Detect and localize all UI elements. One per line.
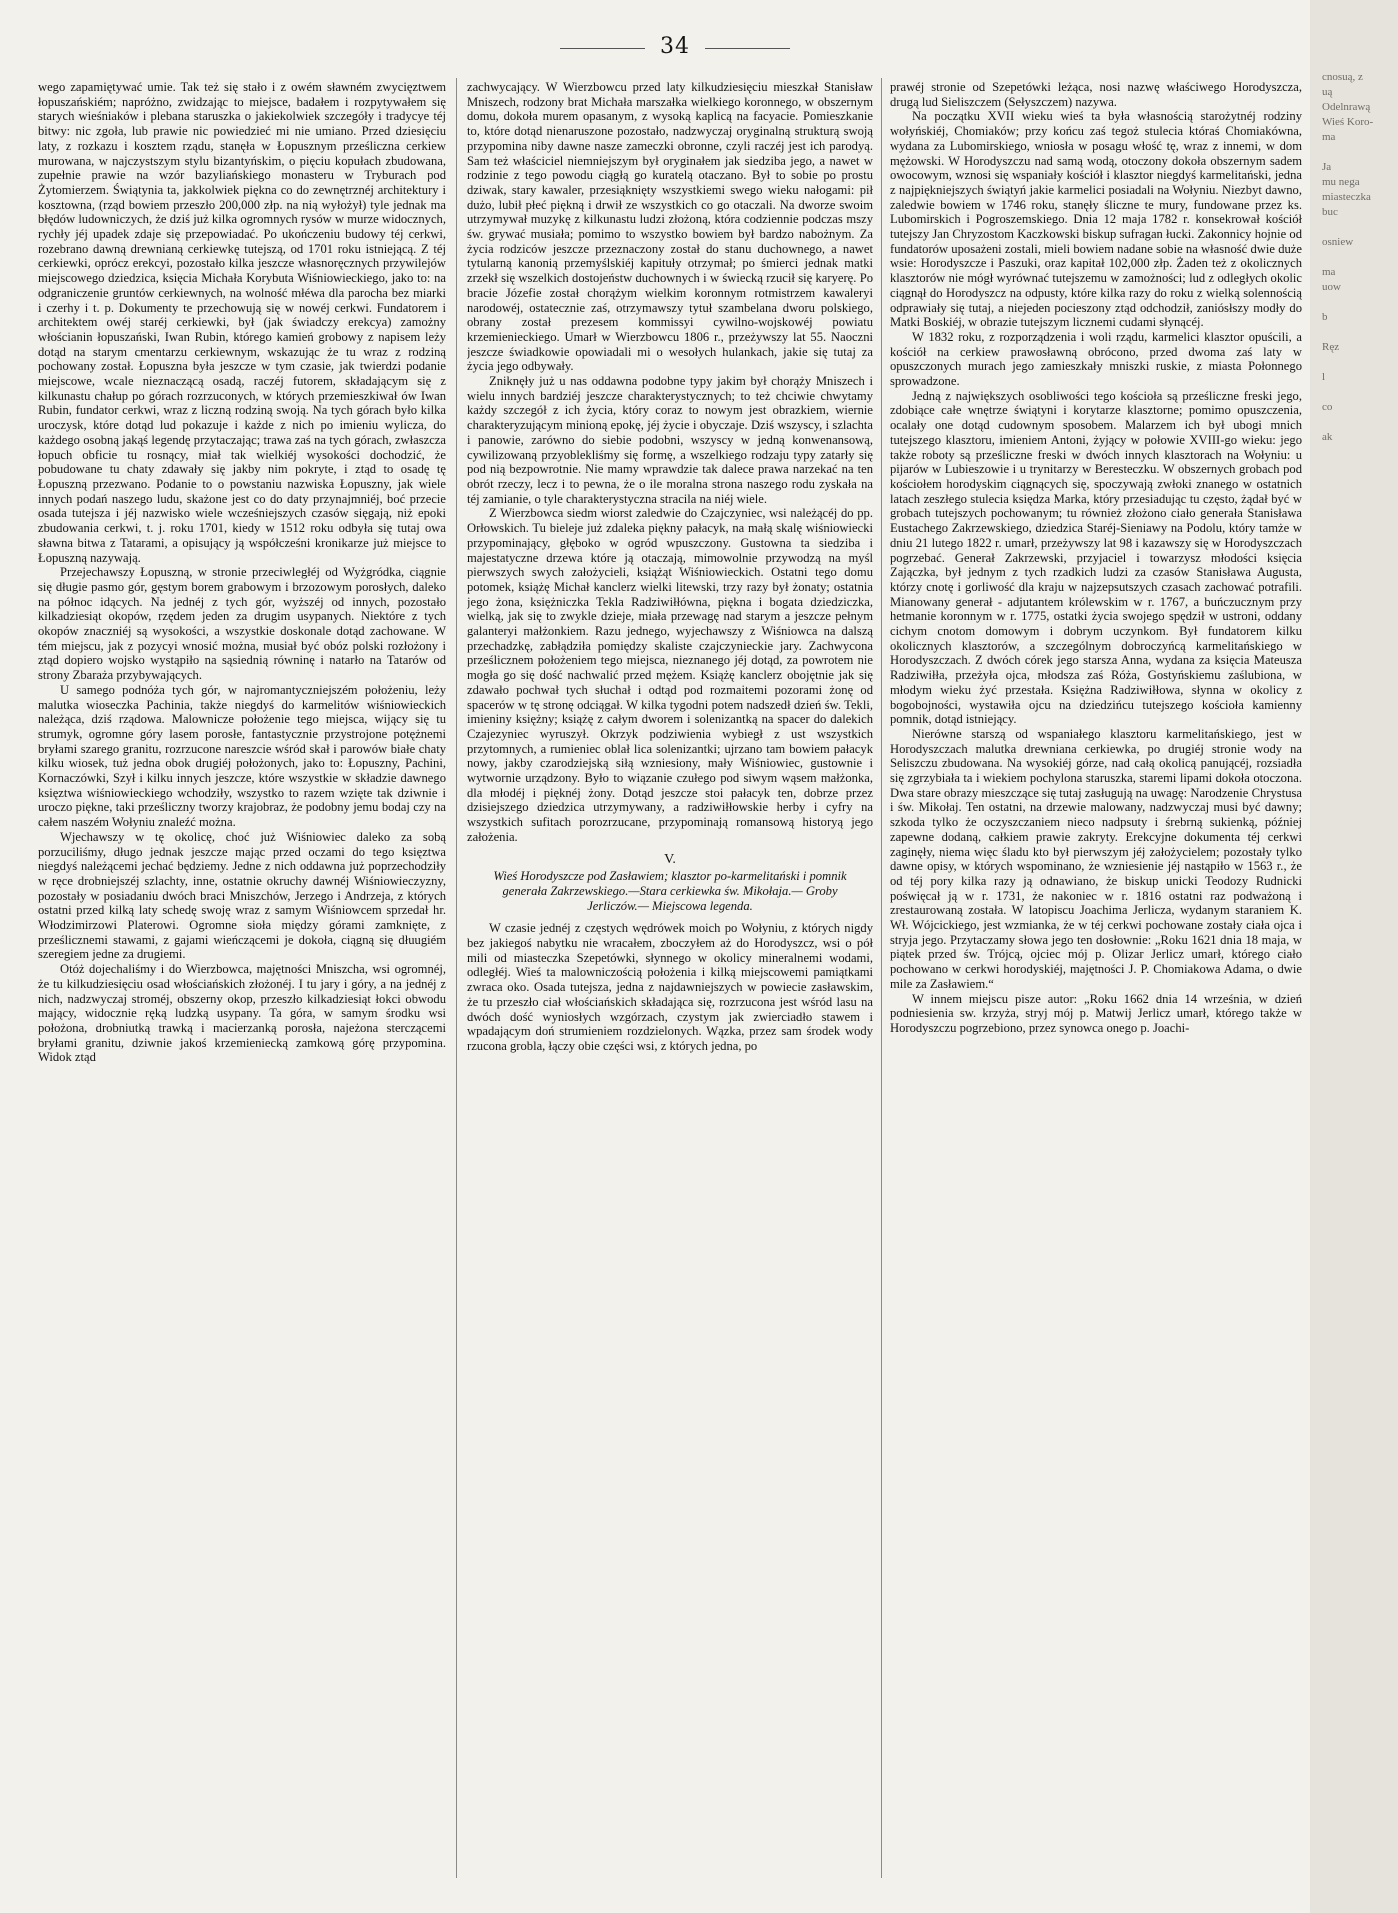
column-3: [890, 80, 1302, 1880]
page-header: [0, 28, 1398, 68]
paragraph: W 1832 roku, z rozporządzenia i woli rządu, karmelici klasztor opuścili, a kościół na cerkiew prawosławną obrócono, przed dwoma zaś laty w opuszczonych murach jego zamieszkały mniszki ruskie, z miasta Połonnego sprowadzone.: [890, 329, 1302, 389]
paragraph: W innem miejscu pisze autor: „Roku 1662 dnia 14 września, w dzień podniesienia sw. krzyża, stryj mój p. Matwij Jerlicz umarł, którego także w Horodyszczu pogrzebiono, przez synowca onego p. Joachi-: [890, 991, 1302, 1035]
column-divider-2: [881, 78, 882, 1878]
paragraph: Otóż dojechaliśmy i do Wierzbowca, majętności Mniszcha, wsi ogromnéj, że tu kilkudziesięciu osad włościańskich złożonéj. I tu jary i góry, a na jednéj z nich, nadzwyczaj stroméj, obszerny okop, przeszło kilkadziesiąt łokci obwodu mający, widocznie ręką ludzką usypany. Ta góra, w samym środku wsi położona, drobniutką trawką i macierzanką porosła, najeżona sterczącemi bryłami granitu, dziwnie jakoś krzemieniecką zamkową górę przypomina. Widok ztąd: [38, 962, 446, 1065]
section-numeral: V.: [664, 851, 676, 867]
header-rule-left: [560, 48, 645, 49]
paragraph: zachwycający. W Wierzbowcu przed laty kilkudziesięciu mieszkał Stanisław Mniszech, rodzony brat Michała marszałka wielkiego koronnego, w obszernym domu, dokoła murem opasanym, z wysoką kaplicą na facyacie. Pomieszkanie to, które dotąd nienaruszone pozostało, nadzwyczaj oryginalną strukturą swoją przypomina niby dawne nasze zameczki obronne, czyli raczéj jest ich parodyą. Sam też właściciel niemniejszym był oryginałem jak siedziba jego, a nawet w rodzinie z tego powodu ciągłą go kuratelą otaczano. Był to sobie po prostu dziwak, stary kawaler, przesiąknięty wszystkiemi swego wieku nałogami: pił dużo, lubił płeć piękną i drwił ze wszystkich co go otaczali. Na dworze swoim utrzymywał muzykę z kilkunastu ludzi złożoną, która codziennie podczas mszy św. grywać musiała; pomimo to wszystko bowiem był bardzo nabożnym. Za życia rodziców jeszcze przeznaczony został do stanu duchownego, a nawet tytularną kanonią przemyślskiéj kapituły otrzymał; po śmierci jednak matki zrzekł się wszelkich dostojeństw duchownych i w świecką rzucił się karyerę. Po bracie Józefie został chorążym wielkim koronnym rotmistrzem kawaleryi narodowéj, ostatecznie zaś, otrzymawszy tytuł szambelana dworu polskiego, obrany został prezesem kommissyi cywilno-wojskowéj powiatu krzemienieckiego. Umarł w Wierzbowcu 1806 r., przeżywszy lat 55. Naoczni jeszcze świadkowie opowiadali mi o wesołych hulankach, jakie się tutaj za życia jego odbywały.: [467, 80, 873, 374]
paragraph: Nierówne starszą od wspaniałego klasztoru karmelitańskiego, jest w Horodyszczach malutka drewniana cerkiewka, po drugiéj stronie wody na Seliszczu zbudowana. Na wysokiéj górze, nad całą okolicą panującéj, rozsiadła się zgrzybiała ta i wiekiem pochylona staruszka, staremi lipami dokoła otoczona. Dwa stare obrazy mieszczące się tutaj zasługują na uwagę: Narodzenie Chrystusa i św. Mikołaj. Ten ostatni, na drzewie malowany, nadzwyczaj musi być dawny; szkoda tylko że oczyszczaniem nieco nadpsuty i śrebrną sukienką, później zapewne dodaną, całkiem prawie zakryty. Erekcyjne dokumenta téj cerkwi zaginęły, niema więc śladu kto był pierwszym jéj założycielem; pozostały tylko dawne opisy, w których wspominano, że wzniesienie jéj nastąpiło w 1563 r., że od téj pory kilka razy ją odnawiano, że biskup unicki Teodozy Rudnicki poświęcał ją w r. 1731, że nakoniec w r. 1816 ostatni raz podważoną i zrestaurowaną została. W latopiscu Joachima Jerlicza, wydanym staraniem K. Wł. Wójcickiego, jest wzmianka, że w téj cerkwi pochowane zostały ciała ojca i stryja jego. Przytaczamy słowa jego ten dosłownie: „Roku 1621 dnia 18 maja, w piątek przed św. Trójcą, ojciec mój p. Olizar Jerlicz umarł, którego ciało pochowano w cerkwi horodyskiéj, majętności J. P. Chomiakowa Adama, o dwie mile za Zasławiem.“: [890, 726, 1302, 991]
paragraph: Na początku XVII wieku wieś ta była własnością starożytnéj rodziny wołyńskiéj, Chomiaków; przy końcu zaś tegoż stulecia któraś Chomiakówna, wydana za Lubomirskiego, wniosła w posagu włość tę, wraz z innemi, w dom mężowski. W Horodyszczu nad samą wodą, otoczony dokoła obszernym sadem owocowym, wznosi się wspaniały kościół i klasztor niegdyś karmelitański, jedna z najpiękniejszych świątyń jakie karmelici posiadali na Wołyniu. Niezbyt dawno, zaledwie bowiem w 1746 roku, stanęły śliczne te mury, fundowane przez ks. Lubomirskich i Pogroszemskiego. Dnia 12 maja 1782 r. konsekrował kościół tutejszy Jan Chryzostom Kaczkowski biskup sufragan łucki. Zakonnicy hojnie od fundatorów uposażeni zostali, mieli bowiem nadane sobie na własność dwie duże wsie: Horodyszcze i Paszuki, oraz kapitał 102,000 złp. Żaden też z okolicznych klasztorów nie mógł wyrównać tutejszemu w zamożności; lud z odległych okolic ciągnął do Horodyszcz na odpusty, które kilka razy do roku z wielką solennością odprawiały się tutaj, a niejeden pocieszony ztąd odchodził, zaniósłszy modły do Matki Boskiéj, w obrazie tutejszym licznemi cudami słynącéj.: [890, 109, 1302, 330]
section-title: Wieś Horodyszcze pod Zasławiem; klasztor po-karmelitański i pomnik generała Zakrzewskiego.—Stara cerkiewka św. Mikołaja.— Groby Jerliczów.— Miejscowa legenda.: [493, 869, 847, 913]
paragraph: wego zapamiętywać umie. Tak też się stało i z owém sławném zwycięztwem łopuszańskiém; napróżno, zwidzając to miejsce, badałem i rozpytywałem się starych wieśniaków i plebana staruszka o jakiekolwiek szczegóły i tradycye téj bitwy: nic zgoła, lub prawie nic powiedzieć mi nie umiano. Przed dziesięciu laty, z rozkazu i kosztem rządu, stanęła w Łopusznym prześliczna cerkiew murowana, w najczystszym stylu bizantyńskim, o pięciu kopułach zbudowana, zupełnie prawie na wzór bazyliańskiego monasteru w Tryburach pod Żytomierzem. Świątynia ta, jakkolwiek piękna co do zewnętrznéj architektury i kosztowna, (rząd bowiem przeszło 200,000 złp. na nią wyłożył) tyle jednak ma błędów ludowniczych, że dziś już kilka ogromnych rysów w murze widocznych, rychły jéj upadek zdaje się przepowiadać. Po ukończeniu budowy téj cerkwi, rozebrano dawną drewnianą cerkiewkę tutejszą, od 1701 roku istniejącą. Z téj cerkiewki, oprócz erekcyi, pozostało kilka jeszcze własnoręcznych przywilejów miejscowego dziedzica, księcia Michała Korybuta Wiśniowieckiego, jako to: na odgraniczenie gruntów cerkiewnych, na wolność młéwa dla parocha bez miarki i czerhy i t. p. Dokumenty te przechowują się w nowéj cerkwi. Fundatorem i architektem owéj staréj cerkiewki, był (jak świadczy erekcya) zamożny włościanin łopuszański, Iwan Rubin, którego kamień grobowy z napisem leży dotąd na starym cmentarzu cerkiewnym, wskazując że tu wraz z rodziną pochowany został. Łopuszna była jeszcze w tym czasie, jak twierdzi podanie miejscowe, wcale nieznaczącą osadą, raczéj futorem, składającym się z kilkunastu chałup po górach rozrzuconych, w których przemieszkiwał ów Iwan Rubin, fundator cerkwi, wraz z liczną rodziną swoją. Na tych górach było kilka uroczysk, które dotąd lud pokazuje i każde z nich po imieniu wylicza, do każdego osobną jakąś legendę przytaczając; trawa zaś na tych górach, zwłaszcza łopuch obficie tu rosnący, miał tak wielkiéj wysokości dochodzić, że pobudowane tu chaty zdawały się jakby nim pokryte, i ztąd to osadę tę Łopuszną przezwano. Podanie to o powstaniu nazwiska Łopuszny, jak wiele innych podań naszego ludu, skażone jest co do daty przynajmniéj, boć przecie osada tutejsza i jéj nazwisko wiele wcześniejszych czasów sięgają, niż epoki zbudowania cerkwi, t. j. roku 1701, kiedy w 1512 roku odbyła się tutaj owa sławna bitwa z Tatarami, a opisujący ją współcześni kronikarze już miejsce to Łopuszną nazywają.: [38, 80, 446, 565]
column-2: [467, 80, 873, 1880]
paragraph: Przejechawszy Łopuszną, w stronie przeciwległéj od Wyżgródka, ciągnie się długie pasmo gór, gęstym borem grabowym i brzozowym porosłych, daleko na północ idących. Na jednéj z tych gór, wyższéj od innych, pozostało kilkadziesiąt okopów, rzędem jeden za drugim usypanych. Niektóre z tych okopów znaczniéj są wysokości, a wszystkie doskonale dotąd zachowane. W tém miejscu, jak z pozycyi wnosić można, musiał być obóz polski rozłożony i ztąd dopiero wojsko wystąpiło na sąsiednią równinę i natarło na Tatarów od strony Zbaraża przybywających.: [38, 565, 446, 683]
page-number: 34: [660, 34, 690, 59]
paragraph: prawéj stronie od Szepetówki leżąca, nosi nazwę właściwego Horodyszcza, drugą lud Sieliszczem (Sełyszczem) nazywa.: [890, 80, 1302, 109]
paragraph: Z Wierzbowca siedm wiorst zaledwie do Czajczyniec, wsi należącéj do pp. Orłowskich. Tu bieleje już zdaleka piękny pałacyk, na małą skalę wiśniowiecki przypominający, głęboko w ogród wpuszczony. Gustowna ta siedziba i majestatyczne drzewa które ją otaczają, mimowolnie przywodzą na myśl pierwszych swych założycieli, książąt Wiśniowieckich. Ostatni tego domu potomek, książę Michał kanclerz wielki litewski, trzy razy był żonaty; ostatnia jego żona, księżniczka Tekla Radziwiłłówna, piękna i bogata dziedziczka, wielką, jak się to zwykle dzieje, miała przewagę nad starym a jeszcze pełnym galanteryi małżonkiem. Razu jednego, wyjechawszy z Wiśniowca na dalszą przechadzkę, zabłądziła pomiędzy skaliste czajczynieckie jary. Zachwycona prześlicznem położeniem tego miejsca, nieznanego jéj dotąd, za powrotem nie mogła go się dość nachwalić przed mężem. Książę kanclerz obojętnie jak się zdawało pochwał tych słuchał i odtąd pod rozmaitemi pozorami żonę od spacerów w tę stronę odciągał. W kilka tygodni potem nadszedł dzień św. Tekli, imieniny księżny; książę z całym dworem i solenizantką na spacer do dalekich Czajezyniec wyruszył. Okrzyk podziwienia wybiegł z ust wszystkich przytomnych, a rumieniec oblał lica solenizantki; ujrzano tam bowiem pałacyk nowy, jakby czarodziejską siłą wzniesiony, mały Wiśniowiec, gustownie i wytwornie urządzony. Było to wiązanie czułego pod siwym wąsem małżonka, dla młodéj i pięknéj żony. Dotąd jeszcze stoi pałacyk ten, dobrze przez dzisiejszego dziedzica utrzymywany, a radziwiłłowskie herby i cyfry na wszystkich sufitach porozrzucane, przypominają romansową historyą jego założenia.: [467, 506, 873, 844]
column-divider-1: [456, 78, 457, 1878]
column-2-lower: [467, 921, 873, 1053]
paragraph: Zniknęły już u nas oddawna podobne typy jakim był chorąży Mniszech i wielu innych bardziéj jeszcze charakterystycznych; to też chciwie chwytamy każdy szczegół z ich życia, który coraz to nowym jest obrazkiem, wiernie charakteryzującym minioną epokę, jéj życie i obyczaje. Dziś wszyscy, i szlachta i panowie, zarówno do siebie podobni, wszyscy w jedną konwenansową, cywilizowaną przyoblekliśmy się formę, a wszelkiego rodzaju typy zatarły się pod nią bezpowrotnie. Nie mamy wprawdzie tak dalece prawa narzekać na ten obrót rzeczy, lecz i to pewna, że o ile moralna strona naszego rodu zyskała na téj zamianie, o tyle charakterystyczna stracila na niéj wiele.: [467, 374, 873, 506]
paragraph: Jedną z największych osobliwości tego kościoła są prześliczne freski jego, zdobiące całe wnętrze świątyni i korytarze klasztorne; pomimo opuszczenia, ocalały one dotąd cudownym sposobem. Malarzem ich był ubogi mnich tutejszego klasztoru, imieniem Antoni, żyjący w połowie XVIII-go wieku: jego także roboty są prześliczne freski w dwóch innych klasztorach na Wołyniu: u pijarów w Lubieszowie i u trynitarzy w Beresteczku. W obszernych grobach pod kościołem horodyskim ciągnących się, spoczywają zwłoki znanego w ostatnich latach zeszłego stulecia księdza Marka, który przesiadując tu często, żądał być w grobach tutejszych pochowanym; tu również złożono ciało generała Stanisława Eustachego Zakrzewskiego, dziedzica Staréj-Sieniawy na Podolu, który tamże w dniu 21 lutego 1822 r. umarł, przeżywszy lat 98 i kazawszy się w Horodyszczach pogrzebać. Generał Zakrzewski, przyjaciel i towarzysz młodości księcia Zajączka, był jednym z tych rzadkich ludzi za czasów Stanisława Augusta, którzy cnotę i gorliwość dla kraju w najzepsutszych czasach zachować potrafili. Mianowany generał - adjutantem królewskim w r. 1767, a buńczucznym przy hetmanie koronnym w r. 1775, ostatki życia swojego spędził w ustroni, oddany cichym cnotom domowym i dobrym uczynkom. Był fundatorem kilku okolicznych klasztorów, a szczególnym dobroczyńcą karmelitańskiego w Horodyszczach. Z dwóch córek jego starsza Anna, wydana za księcia Mateusza Radziwiłła, przeżyła ojca, młodsza zaś Róża, Gostyńskiemu zaślubiona, w młodym wieku żyć przestała. Księżna Radziwiłłowa, słynna w okolicy z bogobojności, wystawiła ojcu na dziedzińcu tutejszego kościoła kamienny pomnik, dotąd istniejący.: [890, 388, 1302, 727]
paragraph: W czasie jednéj z częstych wędrówek moich po Wołyniu, z których nigdy bez jakiegoś nabytku nie wracałem, zboczyłem aż do Horodyszcz, wsi o pół mili od miasteczka Szepetówki, słynnego w okolicy mineralnemi wodami, odległéj. Wieś ta malowniczością położenia i kilką miejscowemi pamiątkami zwraca oko. Osada tutejsza, jedna z najdawniejszych w powiecie zasławskim, że tu przeszło ciał włościańskich składająca się, rozrzucona jest wśród lasu na dwóch dość wyniosłych wzgórzach, czystym jak zwierciadło stawem i wpadającym doń strumieniem rozdzielonych. Wązka, przez sam środek wody rzucona grobla, łączy obie części wsi, z których jedna, po: [467, 921, 873, 1053]
column-1: [38, 80, 446, 1880]
paragraph: U samego podnóża tych gór, w najromantyczniejszém położeniu, leży malutka wioseczka Pachinia, także niegdyś do karmelitów wiśniowieckich należąca, dziś rządowa. Malownicze położenie tego miejsca, wijący się tu strumyk, ogromne góry lasem porosłe, fantastycznie przystrojone potężnemi bryłami szarego granitu, rozrzucone nareszcie wśród skał i parowów białe chaty kilku wiosek, tuż jedna obok drugiéj położonych, jako to: Łopuszny, Pachini, Kornaczówki, Szył i kilku innych jeszcze, które wszystkie w składzie dawnego księztwa wiśniowieckiego wchodziły, wszystko to razem wzięte tak dziwnie i uroczo piękne, taki prześliczny tworzy krajobraz, że podobny jemu bodaj czy na całem naszém Wołyniu znaleźć można.: [38, 682, 446, 830]
adjacent-page-fragments: cnosuą, z uą Odelnrawą Wieś Koro- ma Ja mu nega miasteczka buc osniew ma uow b Ręz l co ak: [1322, 71, 1374, 443]
paragraph: Wjechawszy w tę okolicę, choć już Wiśniowiec daleko za sobą porzuciliśmy, długo jednak jeszcze mając przed oczami do tego księztwa niegdyś należącemi jechać będziemy. Jedne z nich oddawna już poprzechodziły w ręce drobniejszéj szlachty, inne, ostatnie okruchy dawnéj Wiśniowieczyzny, pozostały w posiadaniu dwóch braci Mniszchów, Jerzego i Andrzeja, z których ostatni przed kilką laty schedę swoję wraz z samym Wiśniowcem sprzedał hr. Włodzimirzowi Platerowi. Ogromne sioła między górami zamknięte, z prześlicznemi stawami, z gajami wieńczącemi je dokoła, ciągną się dłuugiém szeregiem jedne za drugiemi.: [38, 829, 446, 962]
column-2-upper: [467, 80, 873, 845]
header-rule-right: [705, 48, 790, 49]
